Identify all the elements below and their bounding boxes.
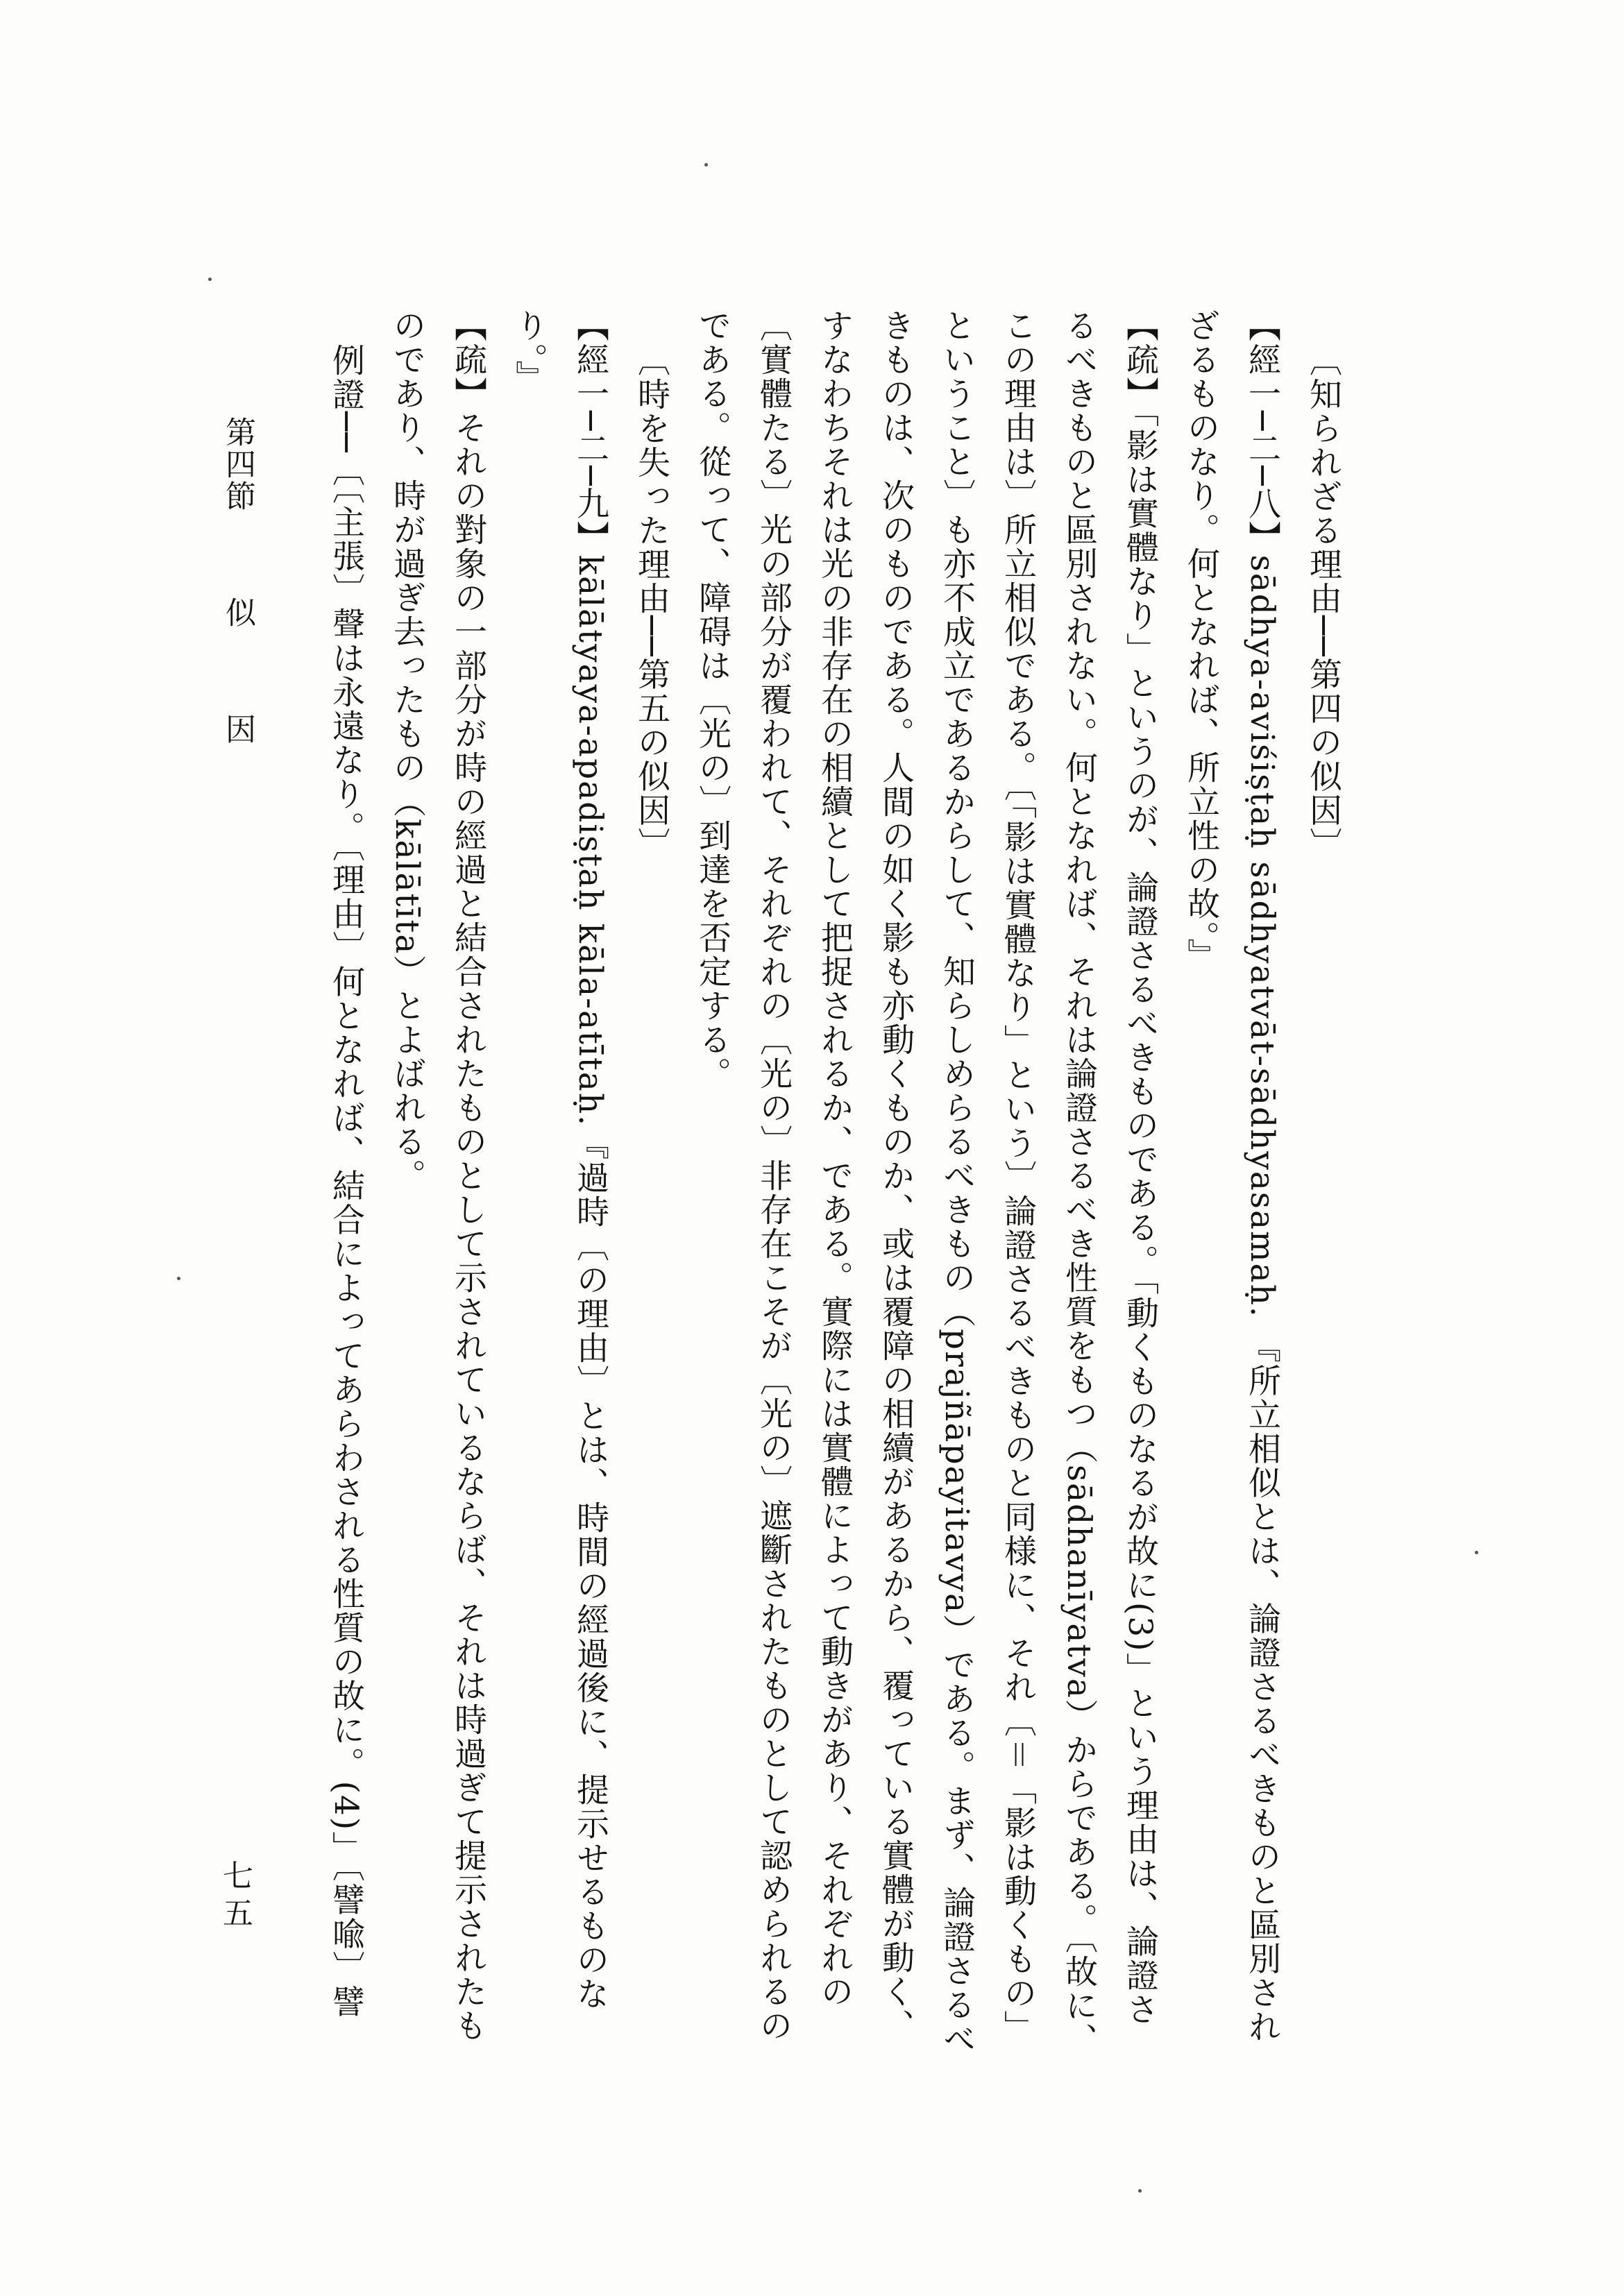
scan-speck	[1138, 2189, 1142, 2193]
commentary-2-line-1: 【疏】それの對象の一部分が時の經過と結合されたものとして示されているならば、それは時過ぎて提示されたも	[449, 309, 487, 2043]
running-head-section: 第四節	[220, 416, 255, 512]
scan-speck	[208, 278, 212, 281]
sutra-1-2-9-line-1: 【經一─二─九】kālātyaya-apadiṣṭaḥ kāla-atītaḥ.『過時〔の理由〕とは、時間の經過後に、提示せるものな	[571, 309, 609, 2012]
commentary-1-line-8: である。從って、障碍は〔光の〕到達を否定する。	[693, 309, 731, 1091]
sutra-1-2-8-line-1: 【經一─二─八】sādhya-aviśiṣṭaḥ sādhyatvāt-sādhyasamaḥ. 『所立相似とは、論證さるべきものと區別され	[1243, 309, 1281, 2044]
page-number: 七五	[217, 1860, 253, 1934]
subheading-untimely-reason: 〔時を失った理由──第五の似因〕	[632, 343, 670, 862]
commentary-1-line-6: すなわちそれは光の非存在の相續として把捉されるか、である。實際には實體によって動きがあり、それぞれの	[815, 309, 854, 2009]
commentary-1-line-2: るべきものと區別されない。何となれば、それは論證さるべき性質をもつ（sādhanīyatva）からである。〔故に、	[1060, 309, 1098, 2057]
sutra-1-2-9-line-2: り。』	[510, 309, 548, 395]
main-text-block	[315, 309, 1353, 2099]
commentary-2-line-2: のであり、時が過ぎ去ったもの（kālātīta）とよばれる。	[388, 309, 426, 1193]
commentary-1-line-1: 【疏】「影は實體なり」というのが、論證さるべきものである。「動くものなるが故に(3)」という理由は、論證さ	[1121, 309, 1159, 2027]
scan-speck	[177, 1277, 180, 1280]
commentary-1-line-4: ということ〕も亦不成立であるからして、知らしめらるべきもの（prajñāpayitavya）である。まず、論證さるべ	[938, 309, 976, 2057]
running-head-word-1: 似	[220, 597, 255, 629]
commentary-1-line-7: 〔實體たる〕光の部分が覆われて、それぞれの〔光の〕非存在こそが〔光の〕遮斷されたものとして認められるの	[754, 309, 793, 2043]
scan-speck	[704, 163, 708, 167]
running-head-word-2: 因	[220, 713, 255, 745]
subheading-unknown-reason: 〔知られざる理由──第四の似因〕	[1304, 343, 1342, 862]
commentary-1-line-3: この理由は〕所立相似である。〔「影は實體なり」という〕論證さるべきものと同様に、それ〔＝「影は動くもの」	[999, 309, 1037, 2044]
scan-speck	[1475, 1551, 1478, 1554]
running-head	[215, 416, 260, 745]
commentary-1-line-5: きものは、次のものである。人間の如く影も亦動くものか、或は覆障の相續があるから、覆っている實體が動く、	[877, 309, 915, 2043]
sutra-1-2-8-line-2: ざるものなり。何となれば、所立性の故。』	[1182, 309, 1220, 973]
example-line: 例證──〔〔主張〕聲は永遠なり。〔理由〕何となれば、結合によってあらわされる性質の故に。(4)」〔譬喩〕譬	[327, 343, 365, 2019]
